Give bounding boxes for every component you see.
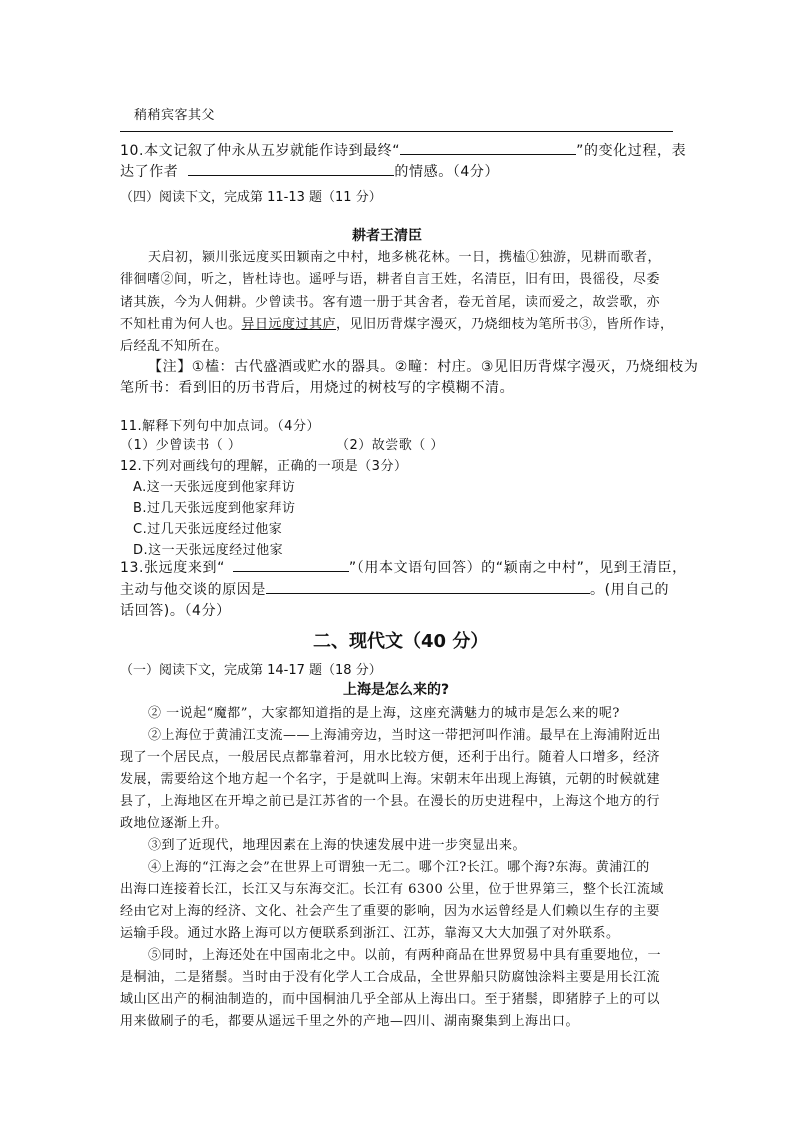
article-p4-l3: 经由它对上海的经济、文化、社会产生了重要的影响，因为水运曾经是人们赖以生存的主要 xyxy=(120,904,661,919)
q13-line2 xyxy=(120,579,669,599)
passage-l4-a: 不知杜甫为何人也。 xyxy=(120,317,242,332)
q13-blank-2[interactable] xyxy=(266,579,590,594)
article-title: 上海是怎么来的? xyxy=(343,682,450,698)
article-p4-l2: 出海口连接着长江，长江又与东海交汇。长江有 6300 公里，位于世界第三，整个长江流域 xyxy=(120,882,664,897)
notes-line-1: 【注】①榼：古代盛酒或贮水的器具。②疃：村庄。③见旧历背煤字漫灭，乃烧细枝为 xyxy=(148,359,699,375)
passage-line-4 xyxy=(120,313,674,332)
q10-line2 xyxy=(120,161,499,181)
notes-line-2: 笔所书：看到旧的历书背后，用烧过的树枝写的字模糊不清。 xyxy=(120,380,515,396)
q13-text-b: ”（用本文语句回答）的“颖南之中村”，见到王清臣， xyxy=(348,560,687,576)
article-p4-l1: ④上海的“江海之会”在世界上可谓独一无二。哪个江?长江。哪个海?东海。黄浦江的 xyxy=(148,860,650,875)
passage-l4-b: ，见旧历背煤字漫灭，乃烧细枝为笔所书③，皆所作诗， xyxy=(336,317,674,332)
q12-option-a[interactable]: A.这一天张远度到他家拜访 xyxy=(133,480,296,495)
q13-text-d: 。(用自己的 xyxy=(590,582,670,598)
q10-text-d: 的情感。（4分） xyxy=(394,164,500,180)
passage-line-3: 诸其族，今为人佣耕。少曾读书。客有遗一册于其舍者，卷无首尾，读而爱之，故尝歌，亦 xyxy=(120,295,661,310)
article-p2-l2: 现了一个居民点，一般居民点都靠着河，用水比较方便，还利于出行。随着人口增多，经济 xyxy=(120,750,661,765)
article-p5-l3: 域山区出产的桐油制造的，而中国桐油几乎全部从上海出口。至于猪鬃，即猪脖子上的可以 xyxy=(120,992,661,1007)
q12-option-b[interactable]: B.过几天张远度到他家拜访 xyxy=(133,501,296,516)
q10-line1 xyxy=(120,140,686,160)
q10-blank-2[interactable] xyxy=(188,161,394,176)
q12-option-c[interactable]: C.过几天张远度经过他家 xyxy=(133,522,283,537)
q10-text-a: 10.本文记叙了仲永从五岁就能作诗到最终“ xyxy=(120,143,401,159)
q11-item-2: （2）故尝歌（ ） xyxy=(336,438,444,453)
top-fragment: 稍稍宾客其父 xyxy=(134,108,216,123)
q10-blank-1[interactable] xyxy=(400,140,576,155)
article-p2-l4: 县了，上海地区在开埠之前已是江苏省的一个县。在漫长的历史进程中，上海这个地方的行 xyxy=(120,794,661,809)
passage-line-2: 徘徊嗜②间，听之，皆杜诗也。遥呼与语，耕者自言王姓，名清臣，旧有田，畏徭役，尽委 xyxy=(120,272,661,287)
article-p5-l2: 是桐油，二是猪鬃。当时由于没有化学人工合成品，全世界船只防腐蚀涂料主要是用长江流 xyxy=(120,970,661,985)
q10-text-b: ”的变化过程，表 xyxy=(576,143,687,159)
article-p5-l1: ⑤同时，上海还处在中国南北之中。以前，有两种商品在世界贸易中具有重要地位，一 xyxy=(148,948,662,963)
article-p3: ③到了近现代，地理因素在上海的快速发展中进一步突显出来。 xyxy=(148,838,527,853)
q12-stem: 12.下列对画线句的理解，正确的一项是（3分） xyxy=(120,459,408,474)
article-p5-l4: 用来做刷子的毛，都要从遥远千里之外的产地—四川、湖南聚集到上海出口。 xyxy=(120,1014,580,1029)
article-p2-l1: ②上海位于黄浦江支流——上海浦旁边，当时这一带把河叫作浦。最早在上海浦附近出 xyxy=(148,728,662,743)
article-p2-l5: 政地位逐渐上升。 xyxy=(120,816,229,831)
q11-item-1: （1）少曾读书（ ） xyxy=(120,438,242,453)
passage-line-1: 天启初，颍川张远度买田颖南之中村，地多桃花林。一日，携榼①独游，见耕而歌者， xyxy=(148,250,662,265)
article-p1: ② 一说起“魔都”，大家都知道指的是上海，这座充满魅力的城市是怎么来的呢? xyxy=(148,706,620,721)
q10-text-c: 达了作者 xyxy=(120,164,179,180)
q13-line3: 话回答)。（4分） xyxy=(120,603,231,619)
section4-heading: （四）阅读下文，完成第 11-13 题（11 分） xyxy=(120,190,382,205)
answer-line xyxy=(120,131,673,132)
q13-text-a: 13.张远度来到“ xyxy=(120,560,225,576)
sub1-heading: （一）阅读下文，完成第 14-17 题（18 分） xyxy=(120,663,382,678)
underlined-sentence: 异日远度过其庐 xyxy=(241,317,337,332)
article-p4-l4: 运输手段。通过水路上海可以方便联系到浙江、江苏，靠海又大大加强了对外联系。 xyxy=(120,926,620,941)
q12-option-d[interactable]: D.这一天张远度经过他家 xyxy=(133,543,284,558)
q13-line1 xyxy=(120,557,687,577)
passage-line-5: 后经乱不知所在。 xyxy=(120,339,229,354)
passage-title: 耕者王清臣 xyxy=(352,228,422,244)
q13-blank-1[interactable] xyxy=(233,557,349,572)
article-p2-l3: 发展，需要给这个地方起一个名字，于是就叫上海。宋朝末年出现上海镇，元朝的时候就建 xyxy=(120,772,661,787)
q13-text-c: 主动与他交谈的原因是 xyxy=(120,582,266,598)
q11-stem: 11.解释下列句中加点词。（4分） xyxy=(120,419,320,434)
section2-heading: 二、现代文（40 分） xyxy=(313,631,489,652)
